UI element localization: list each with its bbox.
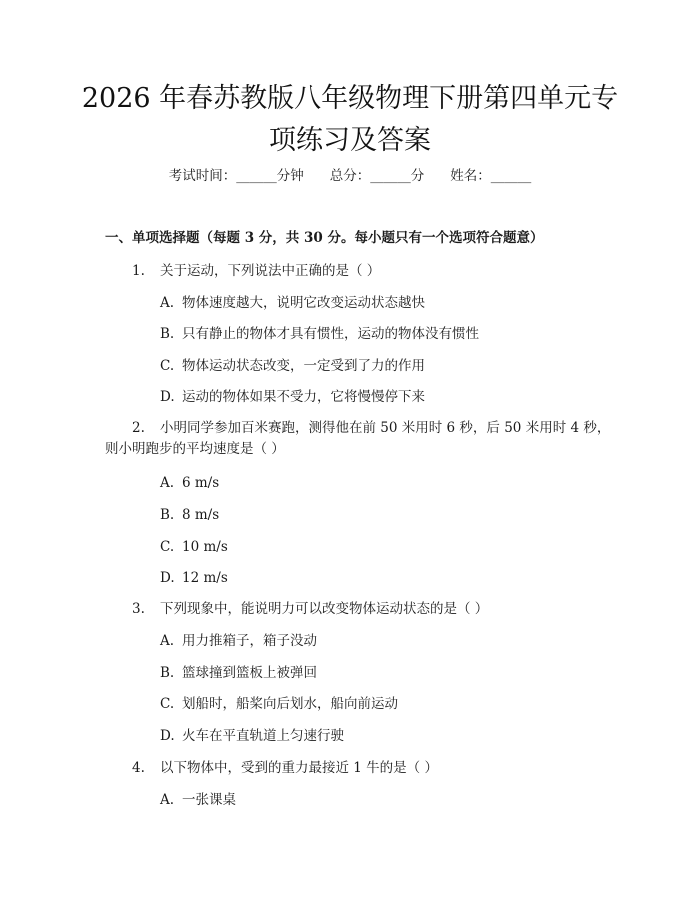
question-1-option-b: B. 只有静止的物体才具有惯性，运动的物体没有惯性	[160, 326, 479, 342]
question-3-option-a: A. 用力推箱子，箱子没动	[160, 633, 317, 649]
exam-name: 姓名：______	[450, 168, 532, 184]
question-number: 3.	[132, 601, 145, 617]
exam-total-score: 总分：______分	[329, 168, 425, 184]
question-number: 2.	[132, 420, 145, 436]
question-4-option-a: A. 一张课桌	[160, 792, 236, 808]
question-text-line-1: 小明同学参加百米赛跑，测得他在前 50 米用时 6 秒，后 50 米用时 4 秒，	[160, 420, 611, 436]
question-number: 4.	[132, 760, 145, 776]
question-2-option-a: A. 6 m/s	[160, 475, 220, 491]
question-text: 下列现象中，能说明力可以改变物体运动状态的是（ ）	[160, 601, 489, 617]
question-1-option-c: C. 物体运动状态改变，一定受到了力的作用	[160, 358, 425, 374]
section-title: 一、单项选择题（每题 3 分，共 30 分。每小题只有一个选项符合题意）	[105, 230, 544, 246]
question-text: 以下物体中，受到的重力最接近 1 牛的是（ ）	[160, 760, 438, 776]
title-line-2: 项练习及答案	[269, 125, 431, 156]
question-2-continuation: 则小明跑步的平均速度是（ ）	[105, 441, 285, 457]
question-text: 关于运动，下列说法中正确的是（ ）	[160, 263, 381, 279]
question-2-option-b: B. 8 m/s	[160, 507, 220, 523]
question-number: 1.	[132, 263, 145, 279]
question-2-option-c: C. 10 m/s	[160, 539, 228, 555]
exam-info	[0, 166, 700, 186]
question-4	[132, 758, 438, 778]
question-3	[132, 599, 488, 619]
question-3-option-b: B. 篮球撞到篮板上被弹回	[160, 665, 317, 681]
title-line-1: 2026 年春苏教版八年级物理下册第四单元专	[81, 83, 619, 114]
question-1-option-a: A. 物体速度越大，说明它改变运动状态越快	[160, 295, 425, 311]
question-1	[132, 261, 380, 281]
question-3-option-c: C. 划船时，船桨向后划水，船向前运动	[160, 696, 398, 712]
document-title	[70, 78, 630, 162]
question-1-option-d: D. 运动的物体如果不受力，它将慢慢停下来	[160, 389, 425, 405]
question-2-option-d: D. 12 m/s	[160, 570, 228, 586]
question-2	[132, 418, 610, 438]
exam-time: 考试时间：______分钟	[168, 168, 304, 184]
question-3-option-d: D. 火车在平直轨道上匀速行驶	[160, 728, 344, 744]
